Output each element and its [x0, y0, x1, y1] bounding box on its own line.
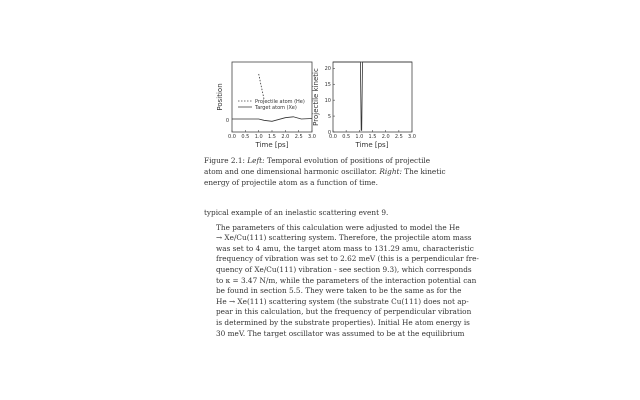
right-ylabel: Projectile kinetic	[312, 68, 320, 126]
left-xtick-label: 2.0	[281, 134, 290, 140]
paragraph-line: pear in this calculation, but the frequency of perpendicular vibration	[216, 307, 472, 317]
left-xlabel: Time [ps]	[255, 141, 289, 149]
figure-caption	[204, 156, 450, 188]
paragraph-line: → Xe/Cu(111) scattering system. Therefore, the projectile atom mass	[216, 233, 472, 243]
caption-label: Figure 2.1:	[204, 156, 245, 165]
left-xticks	[228, 130, 316, 140]
caption-left-word: Left:	[247, 156, 265, 165]
paragraph	[204, 222, 479, 340]
right-xlabel: Time [ps]	[355, 141, 389, 149]
right-ytick-label: 0	[327, 129, 331, 136]
caption-text-b: The kinetic energy of projectile atom as a function of time.	[204, 166, 446, 187]
right-xtick-label: 1.5	[368, 134, 377, 140]
paragraph-line: to κ = 3.47 N/m, while the parameters of the interaction potential can	[216, 275, 477, 285]
right-xtick-label: 0.5	[342, 134, 351, 140]
left-xtick-label: 1.5	[268, 134, 276, 140]
target-series-line	[232, 117, 312, 122]
figure	[0, 0, 640, 156]
legend-entry-projectile: Projectile atom (He)	[255, 99, 305, 105]
body-text	[204, 208, 479, 339]
right-xtick-label: 1.0	[355, 134, 364, 140]
right-xtick-label: 2.5	[394, 134, 403, 140]
right-yticks	[325, 66, 335, 136]
left-xtick-label: 1.0	[254, 134, 263, 140]
right-panel	[312, 62, 416, 149]
projectile-series-line	[259, 74, 264, 99]
left-series	[232, 74, 312, 121]
left-panel	[216, 62, 316, 149]
paragraph-line: He → Xe(111) scattering system (the substrate Cu(111) does not ap-	[216, 296, 469, 306]
paragraph-line: was set to 4 amu, the target atom mass to 131.29 amu, characteristic	[216, 243, 474, 253]
caption-right-word: Right:	[379, 166, 402, 176]
right-ytick-label: 10	[324, 97, 331, 104]
right-xtick-label: 2.0	[381, 134, 390, 140]
kinetic-energy-series-line	[333, 62, 412, 130]
right-xtick-label: 3.0	[408, 134, 416, 140]
left-ytick: 0	[225, 118, 229, 124]
right-plot-frame	[333, 62, 412, 132]
left-legend	[238, 99, 305, 111]
right-ytick-label: 15	[324, 82, 331, 89]
legend-entry-target: Target atom (Xe)	[255, 105, 297, 111]
left-xtick-label: 0.5	[241, 134, 250, 140]
paragraph-line: frequency of vibration was set to 2.62 meV (this is a perpendicular fre-	[216, 254, 479, 264]
paragraph-line: The parameters of this calculation were adjusted to model the He	[216, 222, 460, 232]
right-ytick-label: 5	[327, 113, 331, 120]
right-xtick-label: 0.0	[329, 134, 337, 140]
caption-text-a: Temporal evolution of positions of projectile atom and one dimensional harmonic oscillator.	[204, 156, 431, 176]
paragraph-line: quency of Xe/Cu(111) vibration - see section 9.3), which corresponds	[216, 264, 472, 274]
lead-line: typical example of an inelastic scattering event 9.	[204, 208, 389, 217]
left-xtick-label: 3.0	[308, 134, 316, 140]
left-xtick-label: 0.0	[228, 134, 236, 140]
right-ytick-label: 20	[324, 66, 331, 73]
left-xtick-label: 2.5	[294, 134, 303, 140]
paragraph-line: 30 meV. The target oscillator was assumed to be at the equilibrium	[216, 328, 465, 338]
paragraph-line: is determined by the substrate properties). Initial He atom energy is	[216, 317, 470, 327]
left-ylabel: Position	[216, 83, 224, 111]
right-xticks	[329, 130, 416, 140]
right-series	[333, 62, 412, 130]
paragraph-line: be found in section 5.5. They were taken to be the same as for the	[216, 286, 462, 296]
